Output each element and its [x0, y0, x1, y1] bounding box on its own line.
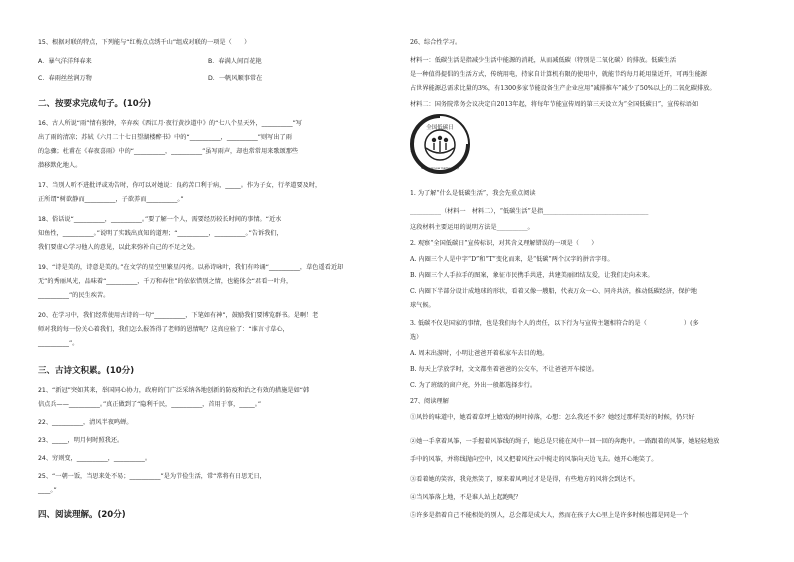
q25-line-1: 25、“一朝一饭，当思来处不易；__________”是为节俭生活，常“常将有日思无日， — [38, 473, 266, 480]
q21-line-2: 信点兵——__________。”真正做到了“隐利千民，__________，首用于事，_____。” — [38, 401, 262, 408]
q19-line-2: 无”的秀丽风光，品味着“__________，千万和春住”的依依惜别之情，也能体会“君看一叶舟， — [38, 278, 293, 285]
q16-line-2: 出了雨的清凉；苏轼《六月二十七日望湖楼醉书》中的“__________，__________”则写出了雨 — [38, 134, 292, 141]
q25-line-2: ____。” — [38, 487, 57, 494]
q26-2-option-c-2: 球气候。 — [410, 302, 435, 309]
q17-line-1: 17、当别人听不进批评或劝告时，你可以对她说：良药苦口利于病，_____。作为子女，行孝道要及时， — [38, 182, 322, 189]
q21-line-1: 21、“新冠”突如其来，举国同心协力，政府的门广泛采纳各地创新的防疫和治之有效的措施是如“韩 — [38, 387, 310, 394]
q23-line: 23、_____，明月何时照我还。 — [38, 437, 124, 444]
q18-line-1: 18、俗话说“__________，__________。”要了解一个人，需要经历较长时间的事情。“近水 — [38, 216, 282, 223]
section4-title: 四、阅读理解。(20分) — [38, 510, 126, 520]
q18-line-3: 我们要虚心学习他人的意见，以此来弥补自己的不足之处。 — [38, 244, 199, 251]
q20-line-3: __________”。 — [38, 340, 79, 347]
q16-line-3: 的急骤；杜甫在《春夜喜雨》中的“__________，__________”虽写雨声，却也常常用来歌颂那些 — [38, 148, 299, 155]
q27-para-5: ⑤许多是指着自己不能相处的别人，总会都是成大人，然而在孩子大心里上是许多时候也都是同是一个 — [410, 512, 689, 519]
material-1-line-2: 是一种值得提倡的生活方式，传统用电，持家自计算机有限的使用中，就能节约每月耗用量近开，可再生能源 — [410, 71, 707, 78]
q26-2-stem: 2. 观察“全国低碳日”宣传标识，对其含义理解错误的一项是（ ） — [410, 240, 598, 247]
q16-line-4: 潜移默化地人。 — [38, 162, 82, 169]
q19-line-3: __________”的民生疾苦。 — [38, 292, 110, 299]
q15-stem: 15、根据对联的特点，下列能与“红梅点点绣千山”组成对联的一项是（ ） — [38, 39, 251, 46]
q26-3-stem-1: 3. 低碳不仅是国家的事情，也是我们每个人的责任，以下行为与宣传主题相符合的是（ ）(多 — [410, 320, 699, 327]
q20-line-1: 20、在学习中，我们经常使用古诗的一句“__________，下笔如有神”，鼓励我们要博览群书。是啊！老 — [38, 312, 319, 319]
q26-3-option-c: C. 为了班级的窗户亮，外出一般都选择步行。 — [410, 382, 537, 389]
q15-option-c: C．春雨丝丝润万物 — [38, 75, 92, 82]
q26-3-stem-2: 选） — [410, 334, 423, 341]
q15-option-a: A．暴气洋洋拜春来 — [38, 58, 92, 65]
q26-3-option-b: B. 每天上学放学时，文文都坐着爸爸的公交车，不让爸爸开车接送。 — [410, 366, 598, 373]
q27-para-2-1: ②她一手拿着风筝，一手握着风筝线的绳子，她总是只能在风中一回一回的奔跑中。一路跟着的风筝，她轻轻地放 — [410, 438, 720, 445]
q27-para-2-2: 手中的风筝，并将线抛向空中，风又把着风往云中搅走的风筝向天边飞去。她开心地笑了。 — [410, 456, 658, 463]
section2-title: 二、按要求完成句子。(10分) — [38, 99, 152, 109]
q26-2-option-a: A. 内圈三个人是中字“D”和“T”变化而来，是“低碳”两个汉字的拼音字母。 — [410, 256, 614, 263]
material-2-line-1: 材料二：国务院常务会议决定自2013年起，将每年节能宣传周的第三天设立为“全国低碳日”，宣传标语如 — [410, 101, 699, 108]
q27-para-3: ③看着她的笑容，我竟然笑了，原来着风鸣过才是是得，有些地方的风将会到达不。 — [410, 476, 639, 483]
q26-3-option-a: A. 周末出游时，小明让爸爸开着私家车去目的地。 — [410, 350, 549, 357]
q26-2-option-b: B. 内圈三个人手拉手的图案，象征市民携手共进，共建美丽团结友爱，让我们走向未来。 — [410, 272, 654, 279]
q19-line-1: 19、“诗是美的，诗意是美的。”在文学的星空里繁星闪亮。以孙诗咏叶，我们有吟诵“__________，草色遥看近却 — [38, 264, 344, 271]
q26-1-line-3: 这段材料主要运用的说明方法是__________。 — [410, 224, 534, 231]
q15-option-b: B．春满人间百花艳 — [208, 58, 262, 65]
q16-line-1: 16、古人所说“雨”情有独钟，辛弃疾《西江月·夜行黄沙道中》的“七八个星天外，__________”写 — [38, 120, 302, 127]
logo-title-text: 全国低碳日 — [426, 125, 454, 131]
q20-line-2: 师对我的每一份关心着我们，我们怎么报答得了老师的恩情呢？这真应验了：“谁言寸草心， — [38, 326, 289, 333]
q26-1-line-2: __________（材料一 材料二），“低碳生活”是指__________________________________ — [410, 208, 649, 215]
q15-option-d: D．一帆风顺事常在 — [208, 75, 263, 82]
q17-line-2: 正所谓“树欲静而__________，子欲养而__________。” — [38, 196, 184, 203]
q26-title: 26、综合性学习。 — [410, 39, 462, 46]
material-1-line-1: 材料一：低碳生活是指减少生活中能源的消耗，从而减低碳（特别是二氧化碳）的排放。低碳生活 — [410, 57, 677, 64]
low-carbon-day-logo — [410, 114, 470, 174]
q18-line-2: 知鱼性，__________。”说明了实践出真知的道理；“__________，__________。”告诉我们， — [38, 230, 283, 237]
logo-subtitle-text: National Low Carbon Day — [420, 166, 460, 170]
material-1-line-3: 占世界能源总需求比量的3%，有1300多家节能设备生产企业应用“减排推车”减少了50%以上的二氧化碳排放。 — [410, 85, 716, 92]
q26-2-option-c-1: C. 内圈下半部分设计成地球的形状，看着又像一艘船，代表万众一心、同舟共济，推动低碳经济，保护地 — [410, 288, 697, 295]
section3-title: 三、古诗文积累。(10分) — [38, 366, 135, 376]
q22-line: 22、__________，清风半夜鸣蝉。 — [38, 419, 133, 426]
q26-1-line-1: 1. 为了解“什么是低碳生活”，我会先重点阅读 — [410, 190, 536, 197]
q24-line: 24、穷则变，__________，__________。 — [38, 455, 152, 462]
q27-para-1: ①风铃的味道中，她看着草坪上嬉戏的树叶掉落，心想：怎么我还不多？她经过那样美好的时候，仍只好 — [410, 414, 695, 421]
q27-title: 27、阅读理解 — [410, 398, 449, 405]
q27-para-4: ④当风筝落上地，不是谁人站上起跑呢？ — [410, 494, 522, 501]
